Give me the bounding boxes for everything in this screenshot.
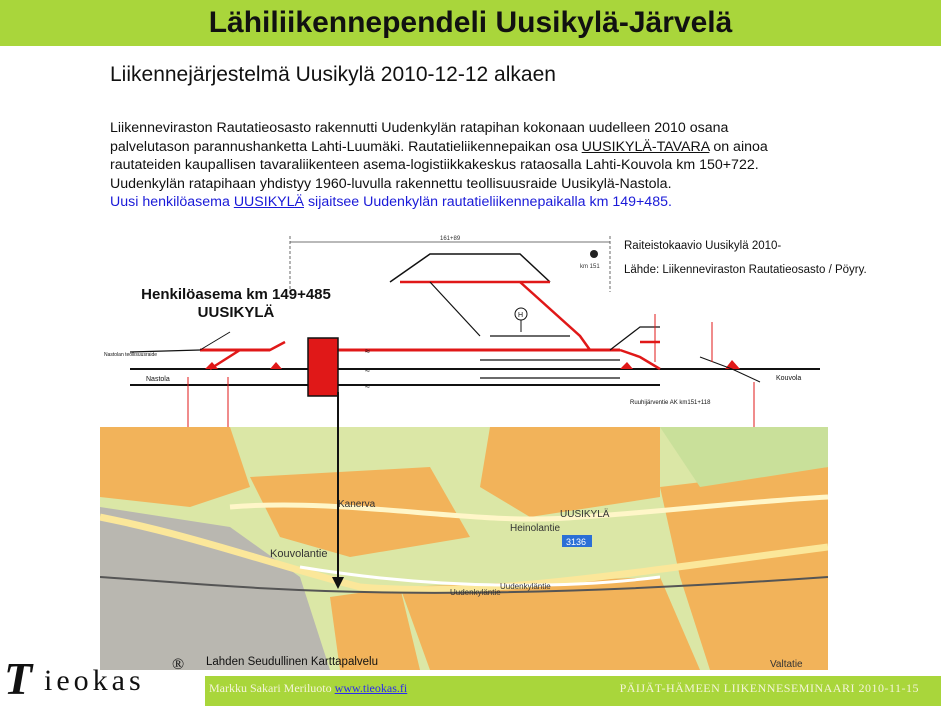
- paragraph-line-5-text: Uusi henkilöasema: [110, 194, 234, 210]
- footer-author: [209, 681, 407, 696]
- diagram-source: Lähde: Liikenneviraston Rautatieosasto / Pöyry.: [624, 264, 867, 276]
- map-credit: Lahden Seudullinen Karttapalvelu: [206, 656, 378, 668]
- map-label-kouvolantie: Kouvolantie: [270, 548, 328, 560]
- logo-initial: T: [4, 653, 33, 704]
- intro-paragraph: [110, 119, 850, 212]
- direction-mark-2: ≈: [365, 365, 370, 375]
- title-bar: [0, 0, 941, 46]
- uusikyla-tavara-link[interactable]: UUSIKYLÄ-TAVARA: [581, 138, 710, 155]
- station-label: [136, 286, 336, 322]
- subtitle: Liikennejärjestelmä Uusikylä 2010-12-12 alkaen: [110, 63, 556, 86]
- map-label-kanerva: Kanerva: [338, 499, 376, 510]
- upper-loop: [390, 254, 550, 282]
- map-label-uudenkylantie-2: Uudenkyläntie: [500, 582, 551, 591]
- map-label-valtatie: Valtatie: [770, 659, 803, 670]
- station-label-line-1: Henkilöasema km 149+485: [141, 286, 331, 303]
- switch-marker-2: [270, 362, 282, 369]
- area-map: [100, 427, 828, 670]
- left-spur: [200, 332, 230, 350]
- nastola-label: Nastola: [146, 376, 170, 383]
- track-diagram: [100, 232, 840, 428]
- map-label-uudenkylantie-1: Uudenkyläntie: [450, 588, 501, 597]
- dimension-label: 161+89: [440, 236, 461, 242]
- uusikyla-link[interactable]: UUSIKYLÄ: [233, 194, 304, 210]
- paragraph-line-2: [110, 138, 850, 157]
- footer-website-link[interactable]: www.tieokas.fi: [334, 681, 408, 695]
- km-marker-icon: [590, 250, 598, 258]
- map-graphic: [100, 427, 828, 670]
- paragraph-line-2-end: on ainoa: [709, 138, 768, 155]
- paragraph-line-1: Liikenneviraston Rautatieosasto rakennutti Uudenkylän ratapihan kokonaan uudelleen 2010 osana: [110, 120, 729, 136]
- right-spur: [610, 327, 660, 350]
- registered-mark: ®: [172, 656, 185, 673]
- page-title: Lähiliikennependeli Uusikylä-Järvelä: [208, 6, 733, 39]
- map-label-uusikyla: UUSIKYLÄ: [560, 509, 610, 520]
- map-label-heinolantie: Heinolantie: [510, 523, 561, 534]
- footer-event: PÄIJÄT-HÄMEEN LIIKENNESEMINAARI 2010-11-15: [619, 681, 919, 695]
- kouvola-label: Kouvola: [776, 375, 802, 382]
- diagram-caption: Raiteistokaavio Uusikylä 2010-: [624, 240, 782, 252]
- paragraph-line-3: rautateiden kaupallisen tavaraliikenteen asema-logistiikkakeskus rataosalla Lahti-Kouvola km 150+722.: [110, 157, 759, 173]
- logo-text: ieokas: [44, 664, 145, 697]
- connector-1: [430, 282, 480, 336]
- paragraph-line-5-end: sijaitsee Uudenkylän rautatieliikennepaikalla km 149+485.: [304, 194, 672, 210]
- footer-author-name: Markku Sakari Meriluoto: [209, 681, 335, 695]
- road-number: 3136: [566, 537, 587, 547]
- connector-red: [520, 282, 590, 350]
- station-building: [308, 338, 338, 396]
- paragraph-line-4: Uudenkylän ratapihaan yhdistyy 1960-luvulla rakennettu teollisuusraide Uusikylä-Nastola.: [110, 175, 672, 192]
- industrial-label: Nastolan teollisuusraide: [104, 352, 158, 358]
- paragraph-line-5: [110, 193, 850, 212]
- switch-marker-3: [620, 362, 633, 369]
- direction-mark-1: ≈: [365, 346, 370, 356]
- direction-mark-3: ≈: [365, 381, 370, 391]
- km-marker-label: km 151: [580, 264, 600, 270]
- station-label-line-2: UUSIKYLÄ: [197, 304, 275, 321]
- paragraph-line-2-text: palvelutason parannushanketta Lahti-Luumäki. Rautatieliikennepaikan osa: [110, 138, 582, 155]
- junction-label: Ruuhijärventie AK km151+118: [630, 400, 711, 406]
- stop-marker-letter: H: [518, 312, 524, 319]
